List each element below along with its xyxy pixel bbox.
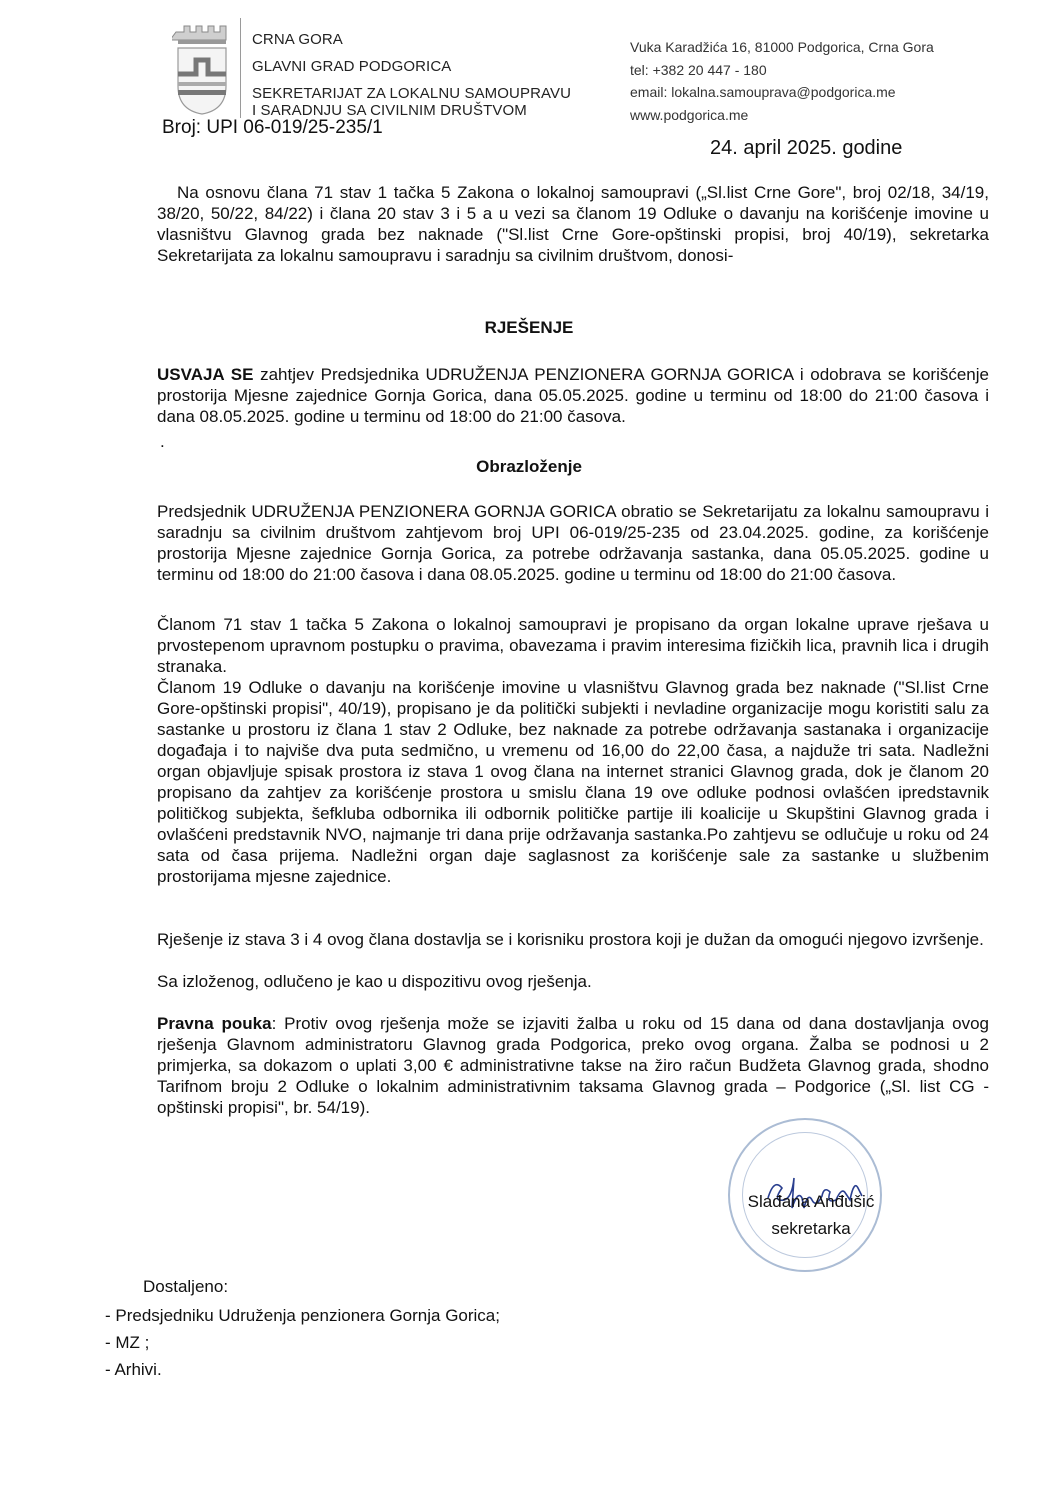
distribution-title: Dostaljeno: — [143, 1277, 229, 1296]
reasoning-paragraph-1: Predsjednik UDRUŽENJA PENZIONERA GORNJA GORICA obratio se Sekretarijatu za lokalnu samoupravu i saradnju sa civilnim društvom zahtjevom broj UPI 06-019/25-235 od 23.04.2025. godine, za korišćenje prostorija Mjesne zajednice Gornja Gorica, za potrebe održavanja sastanka, dana 05.05.2025. godine u terminu od 18:00 do 21:00 časova i dana 08.05.2025. godine u terminu od 18:00 do 21:00 časova. — [157, 502, 989, 584]
contact-website: www.podgorica.me — [630, 106, 749, 123]
distribution-list — [105, 1302, 500, 1383]
reasoning-paragraph-2: Članom 71 stav 1 tačka 5 Zakona o lokalnoj samoupravi je propisano da organ lokalne uprave rješava u prvostepenom upravnom postupku o pravima, obavezama i pravim interesima fizičkih lica, pravnih lica i drugih stranaka. — [157, 615, 989, 676]
signatory-role: sekretarka — [771, 1219, 851, 1238]
decision-lead: USVAJA SE — [157, 365, 254, 384]
organization-name — [252, 26, 571, 119]
reference-number: Broj: UPI 06-019/25-235/1 — [162, 117, 383, 138]
contact-block — [630, 36, 934, 126]
decision-title: RJEŠENJE — [484, 318, 574, 337]
decision-text: zahtjev Predsjednika UDRUŽENJA PENZIONERA GORNJA GORICA i odobrava se korišćenje prostorija Mjesne zajednice Gornja Gorica, dana 05.05.2025. godine u terminu od 18:00 do 21:00 časova i dana 08.05.2025. godine u terminu od 18:00 do 21:00 časova. — [157, 365, 989, 426]
distribution-item: - Arhivi. — [105, 1360, 162, 1379]
org-line-city: GLAVNI GRAD PODGORICA — [252, 58, 452, 75]
reasoning-paragraph-5: Sa izloženog, odlučeno je kao u dispozitivu ovog rješenja. — [157, 972, 592, 991]
legal-notice-label: Pravna pouka — [157, 1014, 272, 1033]
org-line-country: CRNA GORA — [252, 31, 343, 48]
reasoning-paragraph-3: Članom 19 Odluke o davanju na korišćenje imovine u vlasništvu Glavnog grada bez naknade ("Sl.list Crne Gore-opštinski propisi", 40/19), propisano je da politički subjekti i nevladine organizacije mogu koristiti salu za sastanke u prostoru iz člana 1 stav 2 Odluke, bez naknade za potrebe održavanja sastanaka i organizacije događaja i to najviše dva puta sedmično, u vremenu od 16,00 do 22,00 časa, a najduže tri sata. Nadležni organ objavljuje spisak prostora iz stava 1 ovog člana na internet stranici Glavnog grada, dok je članom 20 propisano da zahtjev za korišćenje prostora u smislu člana 19 ove odluke podnosi ovlašćen ipredstavnik političkog subjekta, šefkluba odbornika ili odbornik političke partije ili koalicije u Skupštini Glavnog grada i ovlašćeni predstavnik NVO, najmanje tri dana prije održavanja sastanka.Po zahtjevu se odlučuje u roku od 24 sata od časa prijema. Nadležni organ daje saglasnost za korišćenje sale za sastanke u službenim prostorijama mjesne zajednice. — [157, 678, 989, 886]
signatory-name: Slađana Anđušić — [747, 1192, 875, 1211]
header-divider — [240, 18, 241, 118]
contact-phone: tel: +382 20 447 - 180 — [630, 61, 767, 78]
stray-dot: . — [160, 432, 165, 451]
reasoning-paragraph-4: Rješenje iz stava 3 i 4 ovog člana dostavlja se i korisniku prostora koji je dužan da omogući njegovo izvršenje. — [157, 930, 984, 949]
contact-address: Vuka Karadžića 16, 81000 Podgorica, Crna Gora — [630, 39, 934, 55]
legal-notice-text: : Protiv ovog rješenja može se izjaviti žalba u roku od 15 dana od dana dostavljanja ovog rješenja Glavnom administratoru Glavnog grada Podgorica, preko ovog organa. Žalba se podnosi u 2 primjerka, sa dokazom o uplati 3,00 € administrativne takse na žiro račun Budžeta Glavnog grada, shodno Tarifnom broju 2 Odluke o lokalnim administrativnim taksama Glavnog grada – Podgorice („Sl. list CG - opštinski propisi", br. 54/19). — [157, 1014, 989, 1117]
legal-notice — [157, 1013, 989, 1118]
distribution-item: - MZ ; — [105, 1333, 150, 1352]
reasoning-title: Obrazloženje — [476, 457, 582, 476]
coat-of-arms-icon — [172, 18, 232, 118]
preamble-paragraph: Na osnovu člana 71 stav 1 tačka 5 Zakona o lokalnoj samoupravi („Sl.list Crne Gore", broj 02/18, 34/19, 38/20, 50/22, 84/22) i člana 20 stav 3 i 5 a u vezi sa članom 19 Odluke o davanju na korišćenje imovine u vlasništvu Glavnog grada bez naknade ("Sl.list Crne Gore-opštinski propisi, broj 40/19), sekretarka Sekretarijata za lokalnu samoupravu i saradnju sa civilnim društvom, donosi- — [157, 183, 989, 265]
signatory — [741, 1188, 881, 1242]
org-line-secretariat-2: I SARADNJU SA CIVILNIM DRUŠTVOM — [252, 102, 527, 119]
org-line-secretariat: SEKRETARIJAT ZA LOKALNU SAMOUPRAVU — [252, 85, 572, 102]
document-date: 24. april 2025. godine — [710, 137, 903, 159]
distribution-item: - Predsjedniku Udruženja penzionera Gornja Gorica; — [105, 1306, 500, 1325]
contact-email: email: lokalna.samouprava@podgorica.me — [630, 84, 896, 100]
decision-paragraph — [157, 364, 989, 427]
